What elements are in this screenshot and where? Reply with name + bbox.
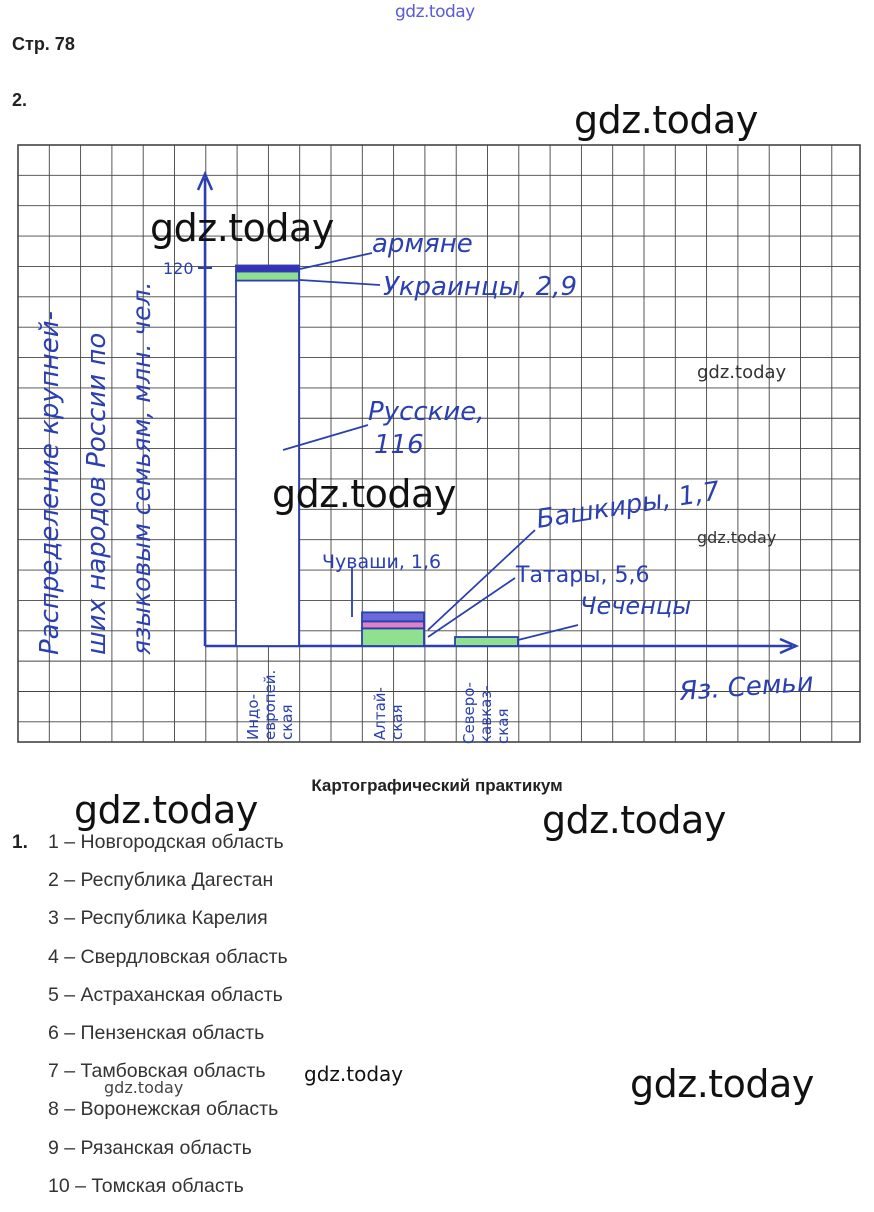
list-item: 2 – Республика Дагестан xyxy=(48,869,274,892)
watermark: gdz.today xyxy=(542,798,726,842)
chart-title-line-1: Распределение крупней- xyxy=(35,310,65,655)
list-item: 6 – Пензенская область xyxy=(48,1021,265,1044)
x-axis-label: Яз. Семьи xyxy=(678,667,815,707)
list-item: 1 – Новгородская область xyxy=(48,831,284,853)
watermark-top: gdz.today xyxy=(395,2,475,22)
bar-Чеченцы xyxy=(455,637,518,646)
task-number: 2. xyxy=(12,90,28,110)
category-label-altai xyxy=(371,687,406,740)
bar-Башкиры xyxy=(362,621,424,628)
annotation-bashkir: Башкиры, 1,7 xyxy=(534,476,722,535)
category-label-indo-2: европей. xyxy=(261,669,279,740)
leader-ukrainians xyxy=(300,280,380,285)
list-item: 7 – Тамбовская область xyxy=(48,1060,266,1083)
watermark: gdz.today xyxy=(150,206,334,250)
annotation-russians-value: 116 xyxy=(374,430,424,460)
annotation-chuvash: Чуваши, 1,6 xyxy=(322,551,442,573)
watermark: gdz.today xyxy=(74,788,258,832)
chart-title-line-2: ших народов России по xyxy=(82,332,112,655)
chart-title-line-3: языковым семьям, млн. чел. xyxy=(127,281,156,655)
watermark: gdz.today xyxy=(697,362,787,383)
watermark: gdz.today xyxy=(574,98,758,142)
annotation-chechens: Чеченцы xyxy=(580,592,692,620)
category-label-caucasus-1: Северо- xyxy=(460,682,478,744)
list-item: 10 – Томская область xyxy=(48,1174,244,1197)
bar-Чуваши xyxy=(362,612,424,621)
category-label-indo xyxy=(244,670,296,740)
y-tick-label: 120 xyxy=(163,259,194,278)
list-item: 5 – Астраханская область xyxy=(48,983,283,1006)
category-label-altai-2: ская xyxy=(388,704,406,740)
section-title: Картографический практикум xyxy=(311,776,563,795)
list-item: 3 – Республика Карелия xyxy=(48,907,268,930)
list-item: 8 – Воронежская область xyxy=(48,1098,279,1121)
leader-chechens xyxy=(518,625,578,640)
category-label-caucasus-3: ская xyxy=(494,708,512,744)
watermark: gdz.today xyxy=(272,472,456,516)
annotation-russians-name: Русские, xyxy=(368,397,485,427)
practicum-number: 1. xyxy=(12,832,28,853)
list-item: 9 – Рязанская область xyxy=(48,1136,252,1159)
chart-title-line-2-wrap xyxy=(82,333,112,655)
annotation-tatars: Татары, 5,6 xyxy=(516,563,650,588)
bar-Татары xyxy=(362,628,424,646)
chart-title xyxy=(35,311,65,655)
category-label-altai-1: Алтай- xyxy=(371,687,389,740)
category-label-caucasus-2: кавказ- xyxy=(477,685,495,744)
page-reference: Стр. 78 xyxy=(12,34,75,54)
leader-tatars xyxy=(428,578,515,637)
bar-Армяне xyxy=(236,265,299,271)
annotation-ukrainians: Украинцы, 2,9 xyxy=(383,272,577,302)
watermark: gdz.today xyxy=(104,1078,184,1097)
region-list xyxy=(48,830,288,1212)
bar-Украинцы xyxy=(236,271,299,280)
category-label-indo-3: ская xyxy=(278,704,296,740)
watermark: gdz.today xyxy=(304,1062,404,1086)
annotation-armenians: армяне xyxy=(372,229,473,259)
watermark: gdz.today xyxy=(697,528,777,547)
watermark: gdz.today xyxy=(630,1062,814,1106)
chart-title-line-3-wrap xyxy=(127,282,156,655)
bar-Русские xyxy=(236,281,299,646)
list-item: 4 – Свердловская область xyxy=(48,945,288,968)
category-label-indo-1: Индо- xyxy=(244,694,262,740)
